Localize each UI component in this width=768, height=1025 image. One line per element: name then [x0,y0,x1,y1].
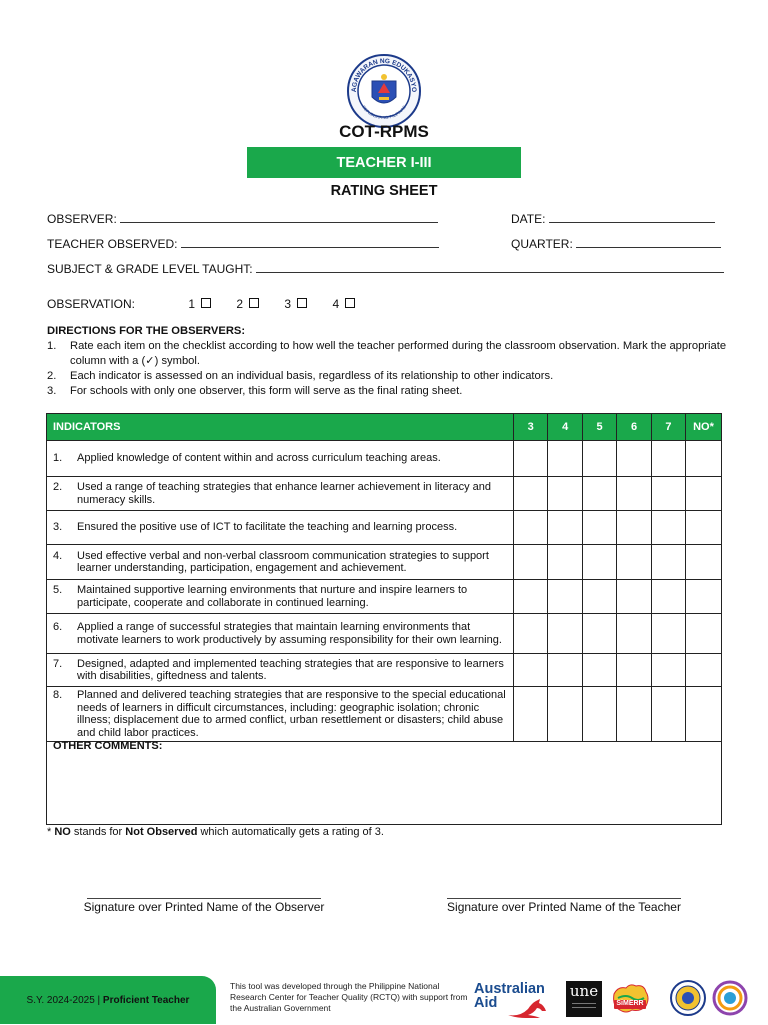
observer-label: OBSERVER: [47,212,117,226]
rating-cell[interactable] [514,477,548,511]
quarter-label: QUARTER: [511,237,573,251]
rating-cell[interactable] [514,614,548,654]
checkbox-icon[interactable] [249,298,259,308]
table-row [47,687,722,742]
rating-cell[interactable] [685,441,721,477]
table-row [47,614,722,654]
teacher-observed-label: TEACHER OBSERVED: [47,237,178,251]
observer-signature-line[interactable] [87,898,321,899]
indicator-text: 1. Applied knowledge of content within and across curriculum teaching areas. [47,441,514,477]
rating-cell[interactable] [617,654,652,687]
rating-cell[interactable] [685,580,721,614]
deped-seal [346,53,422,129]
rating-cell[interactable] [685,687,721,742]
rctq-logo [712,980,748,1016]
subject-field[interactable] [47,262,724,276]
rating-cell[interactable] [514,511,548,545]
directions-heading: DIRECTIONS FOR THE OBSERVERS: [47,325,246,337]
footnote: * NO stands for Not Observed which automatically gets a rating of 3. [47,826,384,838]
rating-cell[interactable] [583,545,617,580]
rating-cell[interactable] [583,614,617,654]
rating-cell[interactable] [548,654,583,687]
rating-cell[interactable] [652,545,686,580]
rating-col-6: 6 [617,414,652,441]
quarter-field[interactable] [511,237,721,251]
checkbox-icon[interactable] [201,298,211,308]
table-row [47,441,722,477]
rating-cell[interactable] [583,441,617,477]
rating-cell[interactable] [617,580,652,614]
deped-seal-icon [346,53,422,129]
indicator-text: 6. Applied a range of successful strategies that maintain learning environments that motivate learners to work productively by assuming responsibility for their own learning. [47,614,514,654]
rating-cell[interactable] [548,511,583,545]
rating-cell[interactable] [685,545,721,580]
other-comments-box[interactable] [46,738,722,825]
svg-text:KAGAWARAN NG EDUKASYON: AGAWARAN NG EDUKASYO [350,57,418,93]
rating-cell[interactable] [685,614,721,654]
observation-label: OBSERVATION: [47,297,136,311]
rating-cell[interactable] [685,477,721,511]
indicator-text: 7. Designed, adapted and implemented teaching strategies that are responsive to learners with disabilities, giftedness and talents. [47,654,514,687]
indicator-text: 8. Planned and delivered teaching strategies that are responsive to the special educational needs of learners in difficult circumstances, including: geographic isolation; chronic illness; displacement due to armed conflict, urban resettlement or disasters; child abuse and child labor practices. [47,687,514,742]
indicators-table [46,413,722,742]
rating-col-3: 3 [514,414,548,441]
rating-cell[interactable] [652,580,686,614]
rating-cell[interactable] [548,545,583,580]
rating-cell[interactable] [514,580,548,614]
table-row [47,654,722,687]
date-field[interactable] [511,212,715,226]
rating-sheet-subtitle: RATING SHEET [330,183,438,199]
rating-cell[interactable] [617,614,652,654]
footer-note: This tool was developed through the Philippine National Research Center for Teacher Quality (RCTQ) with support from the Australian Government [230,981,468,1013]
rating-cell[interactable] [617,687,652,742]
australian-aid-logo: Australian Aid [474,982,552,1018]
observer-line[interactable] [120,212,438,223]
subject-line[interactable] [256,262,724,273]
rating-cell[interactable] [548,441,583,477]
directions-list [47,339,727,399]
directions-item: 2. Each indicator is assessed on an individual basis, regardless of its relationship to other indicators. [47,370,554,382]
svg-text:REPUBLIKA NG PILIPINAS: REPUBLIKA NG PILIPINAS [361,104,407,121]
indicators-header: INDICATORS [47,414,514,441]
rating-cell[interactable] [583,654,617,687]
observation-option-1[interactable]: 1 [188,297,211,311]
footer-school-year: S.Y. 2024-2025 | Proficient Teacher [0,976,216,1024]
rating-cell[interactable] [548,580,583,614]
observer-field[interactable] [47,212,438,226]
other-comments-label: OTHER COMMENTS: [53,740,163,752]
rating-cell[interactable] [617,545,652,580]
indicator-text: 3. Ensured the positive use of ICT to facilitate the teaching and learning process. [47,511,514,545]
directions-item: 1. Rate each item on the checklist according to how well the teacher performed during the classroom observation. Mark the appropriate column with a (✓) symbol. [47,340,727,367]
table-row [47,545,722,580]
rating-cell[interactable] [652,687,686,742]
rating-cell[interactable] [514,654,548,687]
checkbox-icon[interactable] [297,298,307,308]
quarter-line[interactable] [576,237,721,248]
kangaroo-icon [506,997,550,1019]
teacher-observed-field[interactable] [47,237,439,251]
rating-cell[interactable] [652,614,686,654]
table-row [47,477,722,511]
rating-cell[interactable] [652,654,686,687]
observation-field [47,297,355,311]
rating-cell[interactable] [548,614,583,654]
observation-option-2[interactable]: 2 [236,297,259,311]
simerr-logo: SiMERR [608,980,652,1020]
indicator-text: 2. Used a range of teaching strategies that enhance learner achievement in literacy and numeracy skills. [47,477,514,511]
rating-cell[interactable] [514,441,548,477]
rating-cell[interactable] [617,441,652,477]
observer-signature-caption: Signature over Printed Name of the Observer [83,900,325,914]
rating-cell[interactable] [583,511,617,545]
rating-col-7: 7 [652,414,686,441]
rating-col-4: 4 [548,414,583,441]
rating-cell[interactable] [617,477,652,511]
rating-cell[interactable] [652,511,686,545]
rating-col-5: 5 [583,414,617,441]
checkbox-icon[interactable] [345,298,355,308]
rating-cell[interactable] [548,687,583,742]
rating-cell[interactable] [652,441,686,477]
table-header-row [47,414,722,441]
indicator-text: 5. Maintained supportive learning environments that nurture and inspire learners to participate, cooperate and collaborate in continued learning. [47,580,514,614]
rating-cell[interactable] [652,477,686,511]
table-row [47,511,722,545]
indicator-text: 4. Used effective verbal and non-verbal classroom communication strategies to support learner understanding, participation, engagement and achievement. [47,545,514,580]
rating-cell[interactable] [514,687,548,742]
rating-cell[interactable] [514,545,548,580]
date-line[interactable] [549,212,715,223]
rating-cell[interactable] [685,511,721,545]
date-label: DATE: [511,212,546,226]
une-logo: une [566,981,602,1017]
rating-cell[interactable] [583,477,617,511]
teacher-level-banner: TEACHER I-III [247,147,521,178]
rating-cell[interactable] [548,477,583,511]
teacher-signature-caption: Signature over Printed Name of the Teacher [447,900,681,914]
partner-seal-logo [670,980,706,1016]
page-title: COT-RPMS [339,122,429,141]
rating-cell[interactable] [583,687,617,742]
table-row [47,580,722,614]
subject-label: SUBJECT & GRADE LEVEL TAUGHT: [47,262,253,276]
rating-col-no: NO* [685,414,721,441]
directions-item: 3. For schools with only one observer, this form will serve as the final rating sheet. [47,385,463,397]
rating-cell[interactable] [617,511,652,545]
teacher-observed-line[interactable] [181,237,439,248]
rctq-circle-icon [712,980,748,1016]
observation-option-3[interactable]: 3 [284,297,307,311]
directions [47,324,727,399]
rating-cell[interactable] [583,580,617,614]
rating-cell[interactable] [685,654,721,687]
observation-option-4[interactable]: 4 [332,297,355,311]
university-seal-icon [670,980,706,1016]
teacher-signature-line[interactable] [447,898,681,899]
